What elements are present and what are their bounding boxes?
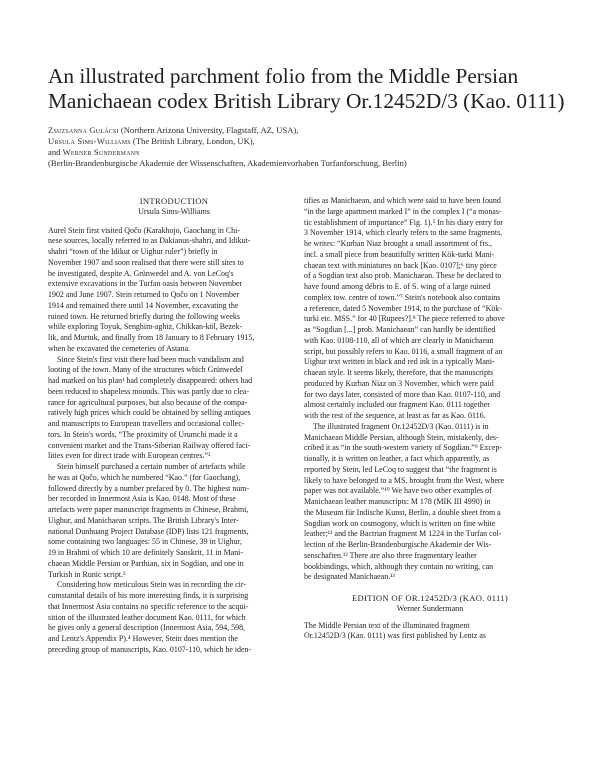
text-line: chaean text with miniatures on back [Kao. 0107];⁶ tiny piece [304, 260, 497, 270]
text-line: lities even for direct trade with European centres.”² [48, 451, 211, 461]
text-line: be designated Manichaean.¹³ [304, 572, 395, 582]
text-line: Considering how meticulous Stein was in recording the cir- [57, 580, 246, 590]
text-line: cribed it as “in the south-western variety of Sogdian.”⁹ Excep- [304, 443, 503, 453]
author-name: Zsuzsanna Gulácsi [48, 125, 119, 135]
author-conjunction: and [48, 147, 63, 157]
text-line: Uighur text written in black and red ink in a typically Mani- [304, 357, 495, 367]
text-line: sition of the illustrated leather document Kao. 0111, for which [48, 612, 246, 622]
text-line: Turkish in Runic script.³ [48, 569, 126, 579]
text-line: he writes: “Kurban Niaz brought a small assortment of frs., [304, 239, 493, 248]
text-line: nese sources, locally referred to as Dakianus-shahri, and Idikut- [48, 236, 251, 246]
text-line: Or.12452D/3 (Kao. 0111) was first published by Lentz as [304, 631, 486, 641]
text-line: have found among débris to E. of S. wing of a large ruined [304, 282, 491, 291]
text-line: had marked on his plan¹ had completely disappeared: others had [48, 376, 253, 385]
text-line: artefacts were paper manuscript fragments in Chinese, Brahmi, [48, 505, 249, 514]
text-line: Manichaean Middle Persian, although Stein, mistakenly, des- [304, 432, 499, 442]
text-line: preceding group of manuscripts, Kao. 0107-110, which he iden- [48, 644, 252, 654]
text-line: leather;¹¹ and the Bactrian fragment M 1224 in the Turfan col- [304, 529, 502, 539]
text-line: Uighur, and Manichaean scripts. The British Library's Inter- [48, 515, 239, 525]
text-line: almost certainly included our fragment Kao. 0111 together [304, 400, 490, 410]
text-line: lection of the Berlin-Brandenburgische Akademie der Wis- [304, 540, 492, 549]
article-title [48, 64, 568, 114]
left-column-body [48, 226, 300, 656]
right-column [304, 196, 556, 642]
text-line: cumstantial details of his more interesting finds, it is surprising [48, 591, 249, 600]
text-line: paper was not available.”¹⁰ We have two other examples of [304, 486, 492, 496]
text-line: Aurel Stein first visited Qočo (Karakhojo, Gaochang in Chi- [48, 225, 240, 235]
text-line: The Middle Persian text of the illuminated fragment [304, 620, 470, 630]
author-name: Ursula Sims-Williams [48, 136, 131, 146]
text-line: script, but possibly refers to Kao. 0116, a small fragment of an [304, 346, 503, 356]
author-line [48, 158, 568, 169]
text-line: convenient market and the Trans-Siberian Railway offered faci- [48, 440, 251, 450]
text-line: “in the large apartment marked I” in the complex I (“a monas- [304, 206, 502, 216]
text-line: The illustrated fragment Or.12452D/3 (Kao. 0111) is in [313, 421, 489, 431]
text-line: Stein himself purchased a certain number of artefacts while [57, 462, 246, 471]
author-block [48, 125, 568, 169]
text-line: turki etc. MSS.” for 40 [Rupees?].⁸ The piece referred to above [304, 314, 505, 324]
title-line: Manichaean codex British Library Or.12452D/3 (Kao. 0111) [48, 89, 565, 113]
left-column [48, 196, 300, 656]
right-column-body [304, 196, 556, 583]
text-line: tors. In Stein's words, “The proximity of Urumchi made it a [48, 429, 238, 439]
text-line: produced by Kurban Niaz on 3 November, which were paid [304, 378, 494, 388]
text-line: the Museum für Indische Kunst, Berlin, a double sheet from a [304, 507, 501, 517]
author-affiliation: (Berlin-Brandenburgische Akademie der Wissenschaften, Akademienvorhaben Turfanforschung, Berlin) [48, 158, 407, 168]
text-line: ruined town. He returned briefly during the following weeks [48, 311, 240, 321]
text-line: 3 November 1914, which clearly refers to the same fragments, [304, 228, 503, 238]
text-line: a reference, dated 5 November 1914, to the purchase of “Kök- [304, 303, 502, 313]
right-column-body-continued [304, 621, 556, 643]
author-name: Werner Sundermann [62, 147, 140, 157]
text-line: 19 in Brahmi of which 10 are definitely Sanskrit, 11 in Mani- [48, 548, 244, 557]
text-line: for two days later, consisted of more than Kao. 0107-110, and [304, 389, 501, 399]
text-line: incl. a small piece from beautifully written Kök-turki Mani- [304, 249, 495, 259]
text-line: rance for agricultural purposes, but also because of the compa- [48, 397, 248, 407]
text-line: while exploring Toyuk, Senghim-aghiz, Chikkan-köl, Bezek- [48, 322, 243, 332]
text-line: extensive excavations in the Turfan oasis between November [48, 279, 243, 289]
text-line: chaean style. It seems likely, therefore, that the manuscripts [304, 368, 494, 377]
title-line: An illustrated parchment folio from the Middle Persian [48, 64, 519, 88]
text-line: he was at Qočo, which he numbered “Kao.” (for Gaochang), [48, 472, 241, 482]
text-line: senschaften.¹² There are also three fragmentary leather [304, 550, 477, 560]
text-line: ber recorded in Innermost Asia is Kao. 0148. Most of these [48, 494, 236, 504]
section-heading: EDITION OF OR.12452D/3 (KAO. 0111) [351, 593, 509, 603]
text-line: bookbindings, which, although they contain no writing, can [304, 561, 494, 571]
author-affiliation: (Northern Arizona University, Flagstaff, AZ, USA), [118, 125, 299, 135]
text-line: some containing two languages: 55 in Chinese, 39 in Uighur, [48, 537, 242, 547]
text-line: and manuscripts to European travellers and occasional collec- [48, 419, 245, 428]
text-line: 1902 and June 1907. Stein returned to Qočo on 1 November [48, 290, 240, 299]
text-line: national Dunhuang Project Database (IDP) lists 121 fragments, [48, 526, 249, 536]
text-line: likely to have belonged to a MS. brought from the West, where [304, 475, 505, 485]
section-heading: INTRODUCTION [139, 196, 209, 206]
text-line: chaean Middle Persian or Parthian, six in Sogdian, and one in [48, 558, 244, 568]
text-line: and Lentz's Appendix P).⁴ However, Stein does mention the [48, 634, 238, 643]
text-line: Manichaean leather manuscripts: M 178 (MIK III 4990) in [304, 497, 491, 506]
text-line: that Innermost Asia contains no specific reference to the acqui- [48, 601, 249, 611]
text-line: ratively high prices which could be obtained by selling antiques [48, 408, 251, 418]
text-line: tifies as Manichaean, and which were said to have been found [304, 196, 501, 205]
text-line: Since Stein's first visit there had been much vandalism and [57, 354, 244, 364]
text-line: November 1907 and soon realised that there were still sites to [48, 257, 244, 267]
text-line: tic establishment of importance” Fig. 1).⁵ In his diary entry for [304, 217, 503, 227]
text-line: 1914 and remained there until 14 November, excavating the [48, 300, 239, 310]
text-line: lik, and Murtuk, and finally from 18 January to 8 February 1915, [48, 333, 255, 342]
text-line: of a Sogdian text also prob. Manichaean. These he declared to [304, 271, 502, 281]
text-line: been reduced to shapeless mounds. This was partly due to clea- [48, 386, 250, 396]
text-line: tionally, it is written on leather, a fact which apparently, as [304, 454, 490, 463]
text-line: reported by Stein, led LeCoq to suggest that “the fragment is [304, 464, 497, 474]
text-line: when he excavated the cemeteries of Astana. [48, 343, 191, 353]
text-line: be investigated, despite A. Grünwedel and A. von LeCoq's [48, 268, 234, 278]
section-byline: Werner Sundermann [396, 603, 464, 613]
text-line: Sogdian work on cosmogony, which is written on fine white [304, 518, 496, 528]
text-line: followed directly by a number prefaced by 0. The highest num- [48, 483, 250, 493]
author-line [48, 136, 568, 147]
section-byline: Ursula Sims-Williams [138, 206, 210, 216]
text-line: shahri “town of the Idikut or Uighur ruler”) briefly in [48, 247, 218, 256]
text-line: he gives only a general description (Innermost Asia, 594, 598, [48, 623, 246, 633]
text-line: with the rest of the sequence, at least as far as Kao. 0116. [304, 411, 486, 420]
text-line: as “Sogdian [...] prob. Manichaean” can hardly be identified [304, 325, 496, 334]
text-line: complex tow. centre of town.”⁷ Stein's notebook also contains [304, 292, 501, 302]
text-line: with Kao. 0108-110, all of which are clearly in Manichaean [304, 335, 494, 345]
author-line [48, 125, 568, 136]
author-line [48, 147, 568, 158]
text-line: looting of the town. Many of the structures which Grünwedel [48, 365, 243, 375]
author-affiliation: (The British Library, London, UK), [130, 136, 255, 146]
